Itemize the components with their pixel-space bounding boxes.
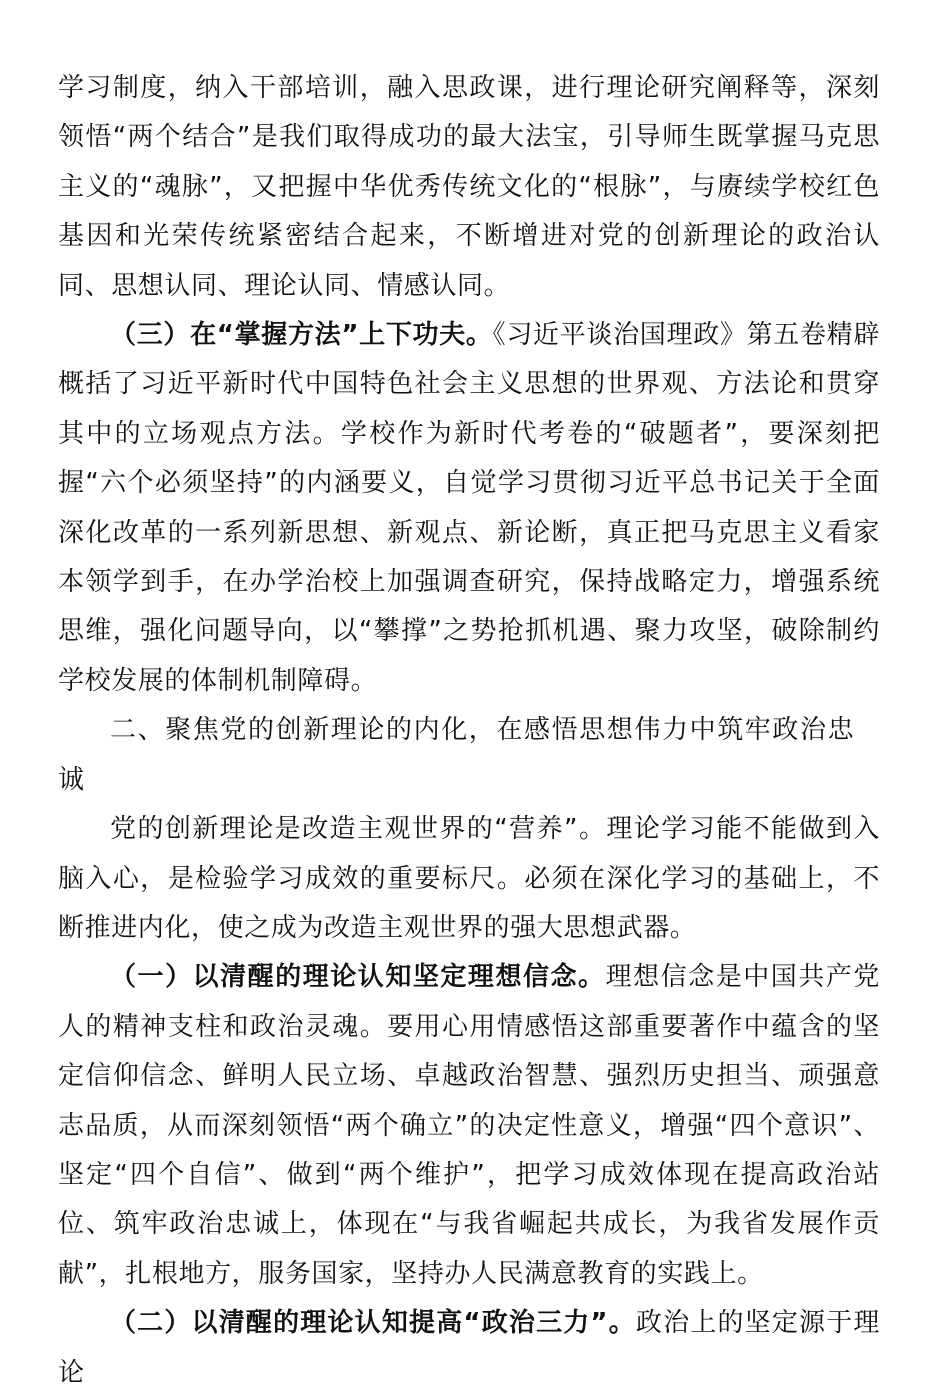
paragraph-text: 政治上的坚定源于理论 [58, 1308, 880, 1388]
document-page [58, 64, 880, 1398]
paragraph-subsection-one [58, 953, 880, 1299]
paragraph-continuation [58, 64, 880, 311]
paragraph-section-three [58, 311, 880, 706]
section-lead-heading: （二）以清醒的理论认知提高“政治三力”。 [110, 1308, 636, 1339]
paragraph-text: 《习近平谈治国理政》第五卷精辟概括了习近平新时代中国特色社会主义思想的世界观、方法论和贯穿其中的立场观点方法。学校作为新时代考卷的“破题者”，要深刻把握“六个必须坚持”的内涵要义，自觉学习贯彻习近平总书记关于全面深化改革的一系列新思想、新观点、新论断，真正把马克思主义看家本领学到手，在办学治校上加强调查研究，保持战略定力，增强系统思维，强化问题导向，以“攀撑”之势抢抓机遇、聚力攻坚，破除制约学校发展的体制机制障碍。 [58, 320, 880, 696]
paragraph-subsection-two [58, 1299, 880, 1398]
section-heading-two: 二、聚焦党的创新理论的内化，在感悟思想伟力中筑牢政治忠诚 [58, 715, 856, 795]
paragraph-text: 理想信念是中国共产党人的精神支柱和政治灵魂。要用心用情感悟这部重要著作中蕴含的坚定信仰信念、鲜明人民立场、卓越政治智慧、强烈历史担当、顽强意志品质，从而深刻领悟“两个确立”的决定性意义，增强“四个意识”、坚定“四个自信”、做到“两个维护”，把学习成效体现在提高政治站位、筑牢政治忠诚上，体现在“与我省崛起共成长，为我省发展作贡献”，扎根地方，服务国家，坚持办人民满意教育的实践上。 [58, 962, 880, 1289]
paragraph-intro [58, 805, 880, 953]
section-lead-heading: （三）在“掌握方法”上下功夫。 [110, 320, 493, 351]
paragraph-text: 党的创新理论是改造主观世界的“营养”。理论学习能不能做到入脑入心，是检验学习成效的重要标尺。必须在深化学习的基础上，不断推进内化，使之成为改造主观世界的强大思想武器。 [58, 814, 880, 943]
section-lead-heading: （一）以清醒的理论认知坚定理想信念。 [110, 962, 606, 993]
paragraph-text: 学习制度，纳入干部培训，融入思政课，进行理论研究阐释等，深刻领悟“两个结合”是我们取得成功的最大法宝，引导师生既掌握马克思主义的“魂脉”，又把握中华优秀传统文化的“根脉”，与赓续学校红色基因和光荣传统紧密结合起来，不断增进对党的创新理论的政治认同、思想认同、理论认同、情感认同。 [58, 73, 880, 301]
